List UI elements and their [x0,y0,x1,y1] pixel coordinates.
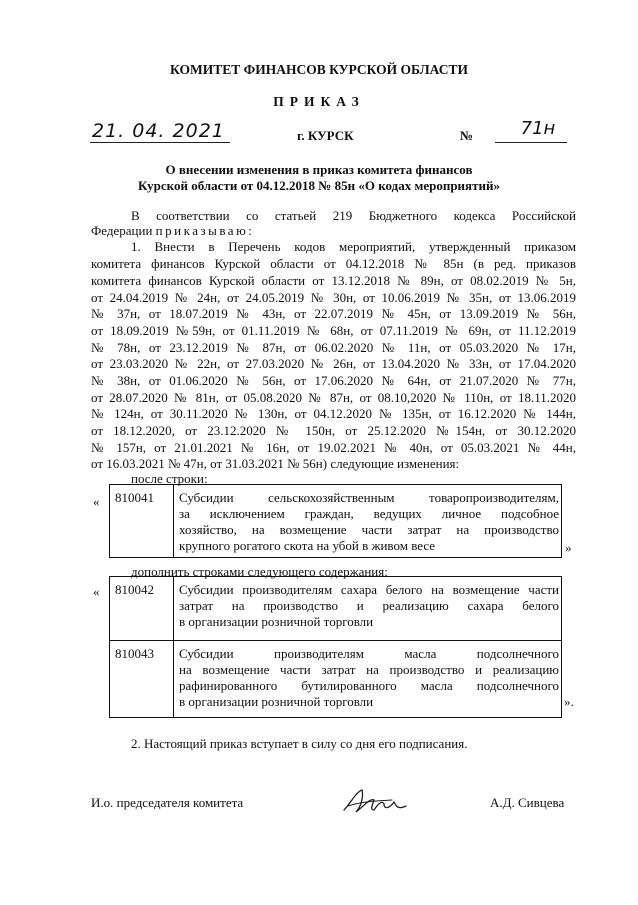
table-1-text-line: Субсидии сельскохозяйственным товаропроизводителям, [179,490,559,505]
intro-federation: Федерации [91,223,156,238]
close-quote: » [565,540,572,555]
p1-line: от 18.09.2019 №59н, от 01.11.2019 № 68н, от 07.11.2019 № 69н, от 11.12.2019 [91,323,576,338]
open-quote: « [93,584,100,599]
close-quote: ». [564,694,574,709]
table-2-row-separator [109,640,562,641]
handwritten-number: 71н [520,118,556,139]
table-1-text-line: за исключением граждан, ведущих личное подсобное [179,506,559,521]
table-1-text-line: крупного рогатого скота на убой в живом весе [179,538,436,553]
p1-line: комитета финансов Курской области от 04.12.2018 № 85н (в ред. приказов [91,256,576,271]
number-label: № [460,128,474,143]
paragraph-2: 2. Настоящий приказ вступает в силу со дня его подписания. [131,736,468,751]
intro-line-1: В соответствии со статьей 219 Бюджетного кодекса Российской [131,208,576,223]
title-line-2: Курской области от 04.12.2018 № 85н «О кодах мероприятий» [138,178,500,193]
p1-line: от 28.07.2020 № 81н, от 05.08.2020 № 87н, от 08.10,2020 № 110н, от 18.11.2020 [91,390,576,405]
signer-position: И.о. председателя комитета [91,795,244,810]
p1-line: от 23.03.2020 № 22н, от 27.03.2020 № 26н, от 13.04.2020 № 33н, от 17.04.2020 [91,356,576,371]
table-1-code: 810041 [115,490,154,505]
handwritten-signature [340,784,410,818]
table-2-text-line: рафинированного бутилированного масла подсолнечного [179,678,559,693]
open-quote: « [93,494,100,509]
table-2-text-line: на возмещение части затрат на производство и реализацию [179,662,559,677]
table-2-text-line: затрат на производство и реализацию сахара белого [179,598,559,613]
intro-line-2 [91,223,576,238]
p1-line: № 38н, от 01.06.2020 № 56н, от 17.06.2020 № 64н, от 21.07.2020 № 77н, [91,373,576,388]
p1-line: № 78н, от 23.12.2019 № 87н, от 06.02.2020 № 11н, от 05.03.2020 № 17н, [91,340,576,355]
table-2-row-2-code: 810043 [115,646,154,661]
intro-order-word: приказываю: [155,223,255,238]
p1-line: № 157н, от 21.01.2021 № 16н, от 19.02.2021 № 40н, от 05.03.2021 № 44н, [91,440,576,455]
p1-line: № 124н, от 30.11.2020 № 130н, от 04.12.2020 № 135н, от 16.12.2020 № 144н, [91,406,576,421]
table-2-text-line: Субсидии производителям сахара белого на возмещение части [179,582,559,597]
p1-line: от 18.12.2020, от 23.12.2020 № 150н, от 25.12.2020 №154н, от 30.12.2020 [91,423,576,438]
number-underline [495,142,567,143]
table-1-text-line: хозяйство, на возмещение части затрат на производство [179,522,559,537]
table-2-text-line: в организации розничной торговли [179,694,374,709]
table-2-text-line: Субсидии производителям масла подсолнечного [179,646,559,661]
signer-name: А.Д. Сивцева [490,795,565,810]
p1-line: от 24.04.2019 № 24н, от 24.05.2019 № 30н, от 10.06.2019 № 35н, от 13.06.2019 [91,290,576,305]
table-1-divider [173,484,174,558]
title-line-1: О внесении изменения в приказ комитета финансов [165,162,473,177]
table-2-divider [173,576,174,718]
committee-name: КОМИТЕТ ФИНАНСОВ КУРСКОЙ ОБЛАСТИ [170,62,468,77]
table-2-row-1-code: 810042 [115,582,154,597]
p1-line: комитета финансов Курской области от 13.12.2018 № 89н, от 08.02.2019 № 5н, [91,273,576,288]
table-2-text-line: в организации розничной торговли [179,614,374,629]
p1-line: 1. Внести в Перечень кодов мероприятий, утвержденный приказом [131,239,576,254]
after-row-label: после строки: [131,471,208,486]
p1-line: № 37н, от 18.07.2019 № 43н, от 22.07.2019 № 45н, от 13.09.2019 № 56н, [91,306,576,321]
date-underline [90,142,230,143]
city: г. КУРСК [297,128,354,143]
add-rows-label: дополнить строками следующего содержания: [131,564,388,579]
document-title [0,162,638,194]
p1-line-last: от 16.03.2021 № 47н, от 31.03.2021 № 56н) следующие изменения: [91,456,460,471]
document-type: ПРИКАЗ [273,94,365,109]
handwritten-date: 21. 04. 2021 [92,120,225,142]
